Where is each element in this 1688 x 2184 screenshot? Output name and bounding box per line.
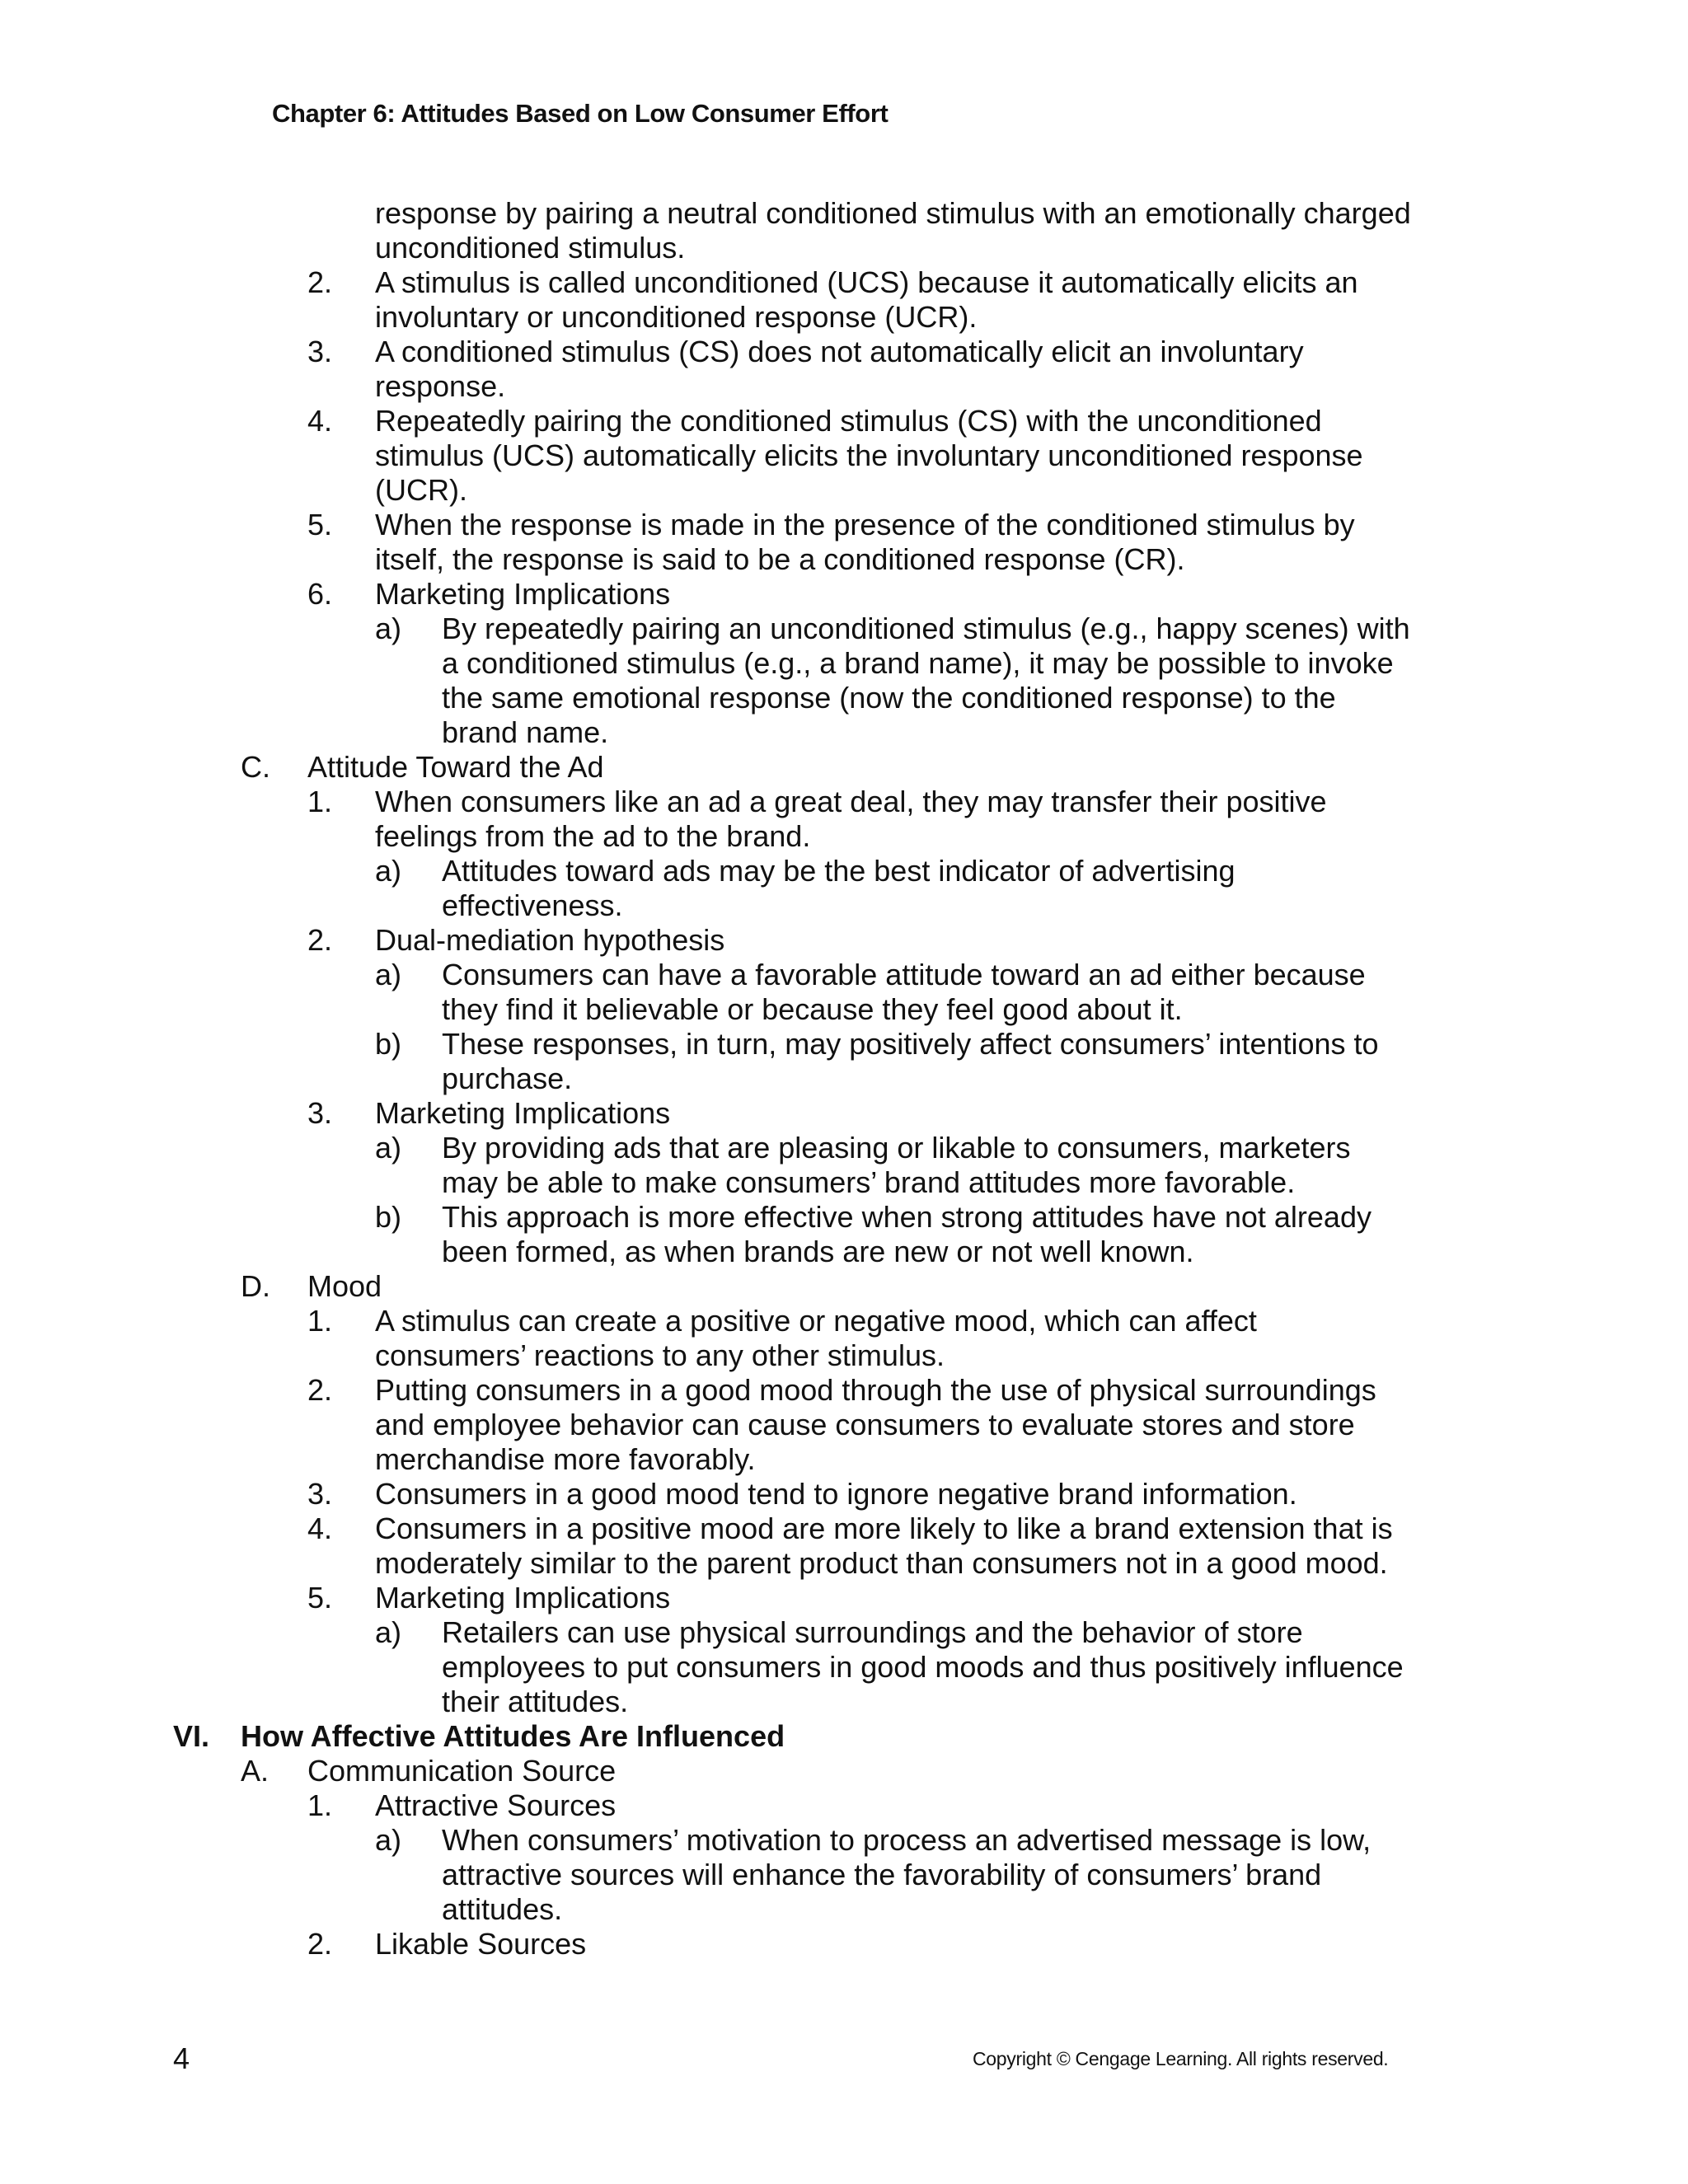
outline-text: their attitudes.: [442, 1685, 629, 1718]
outline-text: A stimulus can create a positive or negative mood, which can affect: [375, 1304, 1257, 1338]
outline-marker: 2.: [307, 1927, 333, 1961]
outline-text: Putting consumers in a good mood through the use of physical surroundings: [375, 1373, 1376, 1407]
outline-marker: a): [375, 612, 402, 645]
outline-line: [0, 404, 1688, 438]
outline-marker: a): [375, 854, 402, 888]
outline-line: [0, 1304, 1688, 1338]
outline-line: [0, 231, 1688, 265]
outline-marker: a): [375, 1131, 402, 1165]
outline-line: [0, 438, 1688, 473]
outline-line: [0, 646, 1688, 681]
outline-text: Attitudes toward ads may be the best indicator of advertising: [442, 854, 1236, 888]
outline-line: [0, 1235, 1688, 1269]
outline-text: employees to put consumers in good moods and thus positively influence: [442, 1650, 1404, 1684]
outline-text: Communication Source: [307, 1754, 617, 1788]
outline-text: attitudes.: [442, 1892, 563, 1926]
outline-line: [0, 1892, 1688, 1927]
outline-marker: 4.: [307, 404, 333, 438]
outline-line: [0, 1096, 1688, 1131]
outline-marker: 3.: [307, 1096, 333, 1130]
outline-line: [0, 1754, 1688, 1788]
outline-text: How Affective Attitudes Are Influenced: [241, 1719, 785, 1753]
outline-text: consumers’ reactions to any other stimulus.: [375, 1338, 945, 1372]
outline-text: Marketing Implications: [375, 1096, 671, 1130]
outline-text: effectiveness.: [442, 888, 623, 922]
outline-text: Attitude Toward the Ad: [307, 750, 604, 784]
outline-text: A stimulus is called unconditioned (UCS) because it automatically elicits an: [375, 265, 1358, 299]
outline-text: This approach is more effective when strong attitudes have not already: [442, 1200, 1372, 1234]
outline-text: Retailers can use physical surroundings and the behavior of store: [442, 1615, 1303, 1649]
outline-marker: D.: [241, 1269, 270, 1303]
outline-marker: a): [375, 1823, 402, 1857]
outline-text: Attractive Sources: [375, 1788, 617, 1822]
outline-line: [0, 1373, 1688, 1408]
outline-line: [0, 265, 1688, 300]
outline-line: [0, 1927, 1688, 1961]
outline-line: [0, 1511, 1688, 1546]
outline-text: response by pairing a neutral conditioned stimulus with an emotionally charged: [375, 196, 1411, 230]
outline-marker: 2.: [307, 1373, 333, 1407]
outline-text: Consumers can have a favorable attitude toward an ad either because: [442, 958, 1366, 991]
outline-marker: VI.: [173, 1719, 210, 1753]
outline-marker: 1.: [307, 785, 333, 818]
outline-line: [0, 473, 1688, 508]
outline-text: unconditioned stimulus.: [375, 231, 686, 265]
outline-line: [0, 1062, 1688, 1096]
outline-marker: 5.: [307, 1581, 333, 1615]
outline-text: Marketing Implications: [375, 1581, 671, 1615]
outline-text: a conditioned stimulus (e.g., a brand name), it may be possible to invoke: [442, 646, 1394, 680]
outline-body: [0, 196, 1688, 1961]
outline-marker: C.: [241, 750, 270, 784]
outline-text: feelings from the ad to the brand.: [375, 819, 811, 853]
outline-marker: 1.: [307, 1304, 333, 1338]
outline-line: [0, 1200, 1688, 1235]
outline-line: [0, 1650, 1688, 1685]
outline-text: involuntary or unconditioned response (UCR).: [375, 300, 978, 334]
outline-text: These responses, in turn, may positively affect consumers’ intentions to: [442, 1027, 1379, 1061]
outline-marker: a): [375, 958, 402, 991]
outline-text: the same emotional response (now the conditioned response) to the: [442, 681, 1336, 715]
outline-line: [0, 369, 1688, 404]
outline-text: Consumers in a positive mood are more likely to like a brand extension that is: [375, 1511, 1393, 1545]
outline-line: [0, 715, 1688, 750]
outline-marker: 3.: [307, 1477, 333, 1511]
outline-text: merchandise more favorably.: [375, 1442, 756, 1476]
outline-line: [0, 1546, 1688, 1581]
outline-text: Mood: [307, 1269, 382, 1303]
outline-marker: 6.: [307, 577, 333, 611]
outline-marker: b): [375, 1027, 402, 1061]
outline-marker: 1.: [307, 1788, 333, 1822]
outline-text: When consumers’ motivation to process an advertised message is low,: [442, 1823, 1372, 1857]
outline-marker: 2.: [307, 265, 333, 299]
outline-text: attractive sources will enhance the favorability of consumers’ brand: [442, 1858, 1322, 1891]
outline-text: Consumers in a good mood tend to ignore negative brand information.: [375, 1477, 1297, 1511]
outline-line: [0, 1131, 1688, 1165]
outline-text: response.: [375, 369, 506, 403]
outline-text: When the response is made in the presence of the conditioned stimulus by: [375, 508, 1355, 541]
outline-line: [0, 335, 1688, 369]
outline-line: [0, 300, 1688, 335]
outline-text: Likable Sources: [375, 1927, 587, 1961]
outline-marker: 5.: [307, 508, 333, 541]
outline-marker: b): [375, 1200, 402, 1234]
outline-text: (UCR).: [375, 473, 467, 507]
outline-text: brand name.: [442, 715, 609, 749]
outline-line: [0, 854, 1688, 888]
outline-marker: 2.: [307, 923, 333, 957]
outline-text: and employee behavior can cause consumers to evaluate stores and store: [375, 1408, 1355, 1441]
outline-text: they find it believable or because they feel good about it.: [442, 992, 1183, 1026]
outline-line: [0, 1685, 1688, 1719]
copyright-notice: Copyright © Cengage Learning. All rights reserved.: [973, 2048, 1389, 2069]
outline-line: [0, 1477, 1688, 1511]
outline-line: [0, 992, 1688, 1027]
outline-text: Marketing Implications: [375, 577, 671, 611]
outline-line: [0, 577, 1688, 612]
outline-marker: a): [375, 1615, 402, 1649]
outline-line: [0, 196, 1688, 231]
outline-line: [0, 888, 1688, 923]
outline-line: [0, 681, 1688, 715]
outline-text: Dual-mediation hypothesis: [375, 923, 725, 957]
outline-line: [0, 1581, 1688, 1615]
chapter-header: Chapter 6: Attitudes Based on Low Consumer Effort: [272, 99, 889, 128]
outline-text: By providing ads that are pleasing or likable to consumers, marketers: [442, 1131, 1351, 1165]
outline-text: itself, the response is said to be a conditioned response (CR).: [375, 542, 1185, 576]
outline-line: [0, 1858, 1688, 1892]
outline-text: Repeatedly pairing the conditioned stimulus (CS) with the unconditioned: [375, 404, 1322, 438]
outline-line: [0, 1165, 1688, 1200]
outline-line: [0, 1442, 1688, 1477]
outline-line: [0, 1615, 1688, 1650]
page-number: 4: [173, 2041, 190, 2075]
outline-line: [0, 542, 1688, 577]
outline-marker: A.: [241, 1754, 270, 1788]
outline-text: By repeatedly pairing an unconditioned stimulus (e.g., happy scenes) with: [442, 612, 1410, 645]
outline-line: [0, 1719, 1688, 1754]
outline-text: When consumers like an ad a great deal, they may transfer their positive: [375, 785, 1327, 818]
outline-marker: 3.: [307, 335, 333, 368]
outline-line: [0, 612, 1688, 646]
outline-line: [0, 1788, 1688, 1823]
outline-text: moderately similar to the parent product than consumers not in a good mood.: [375, 1546, 1388, 1580]
outline-text: may be able to make consumers’ brand attitudes more favorable.: [442, 1165, 1296, 1199]
outline-line: [0, 1408, 1688, 1442]
outline-line: [0, 785, 1688, 819]
outline-line: [0, 819, 1688, 854]
outline-line: [0, 1027, 1688, 1062]
outline-text: stimulus (UCS) automatically elicits the involuntary unconditioned response: [375, 438, 1363, 472]
outline-line: [0, 1338, 1688, 1373]
outline-marker: 4.: [307, 1511, 333, 1545]
outline-line: [0, 958, 1688, 992]
outline-text: A conditioned stimulus (CS) does not automatically elicit an involuntary: [375, 335, 1304, 368]
outline-line: [0, 1269, 1688, 1304]
outline-line: [0, 923, 1688, 958]
outline-line: [0, 1823, 1688, 1858]
outline-text: purchase.: [442, 1062, 573, 1095]
outline-line: [0, 750, 1688, 785]
outline-line: [0, 508, 1688, 542]
outline-text: been formed, as when brands are new or not well known.: [442, 1235, 1194, 1268]
